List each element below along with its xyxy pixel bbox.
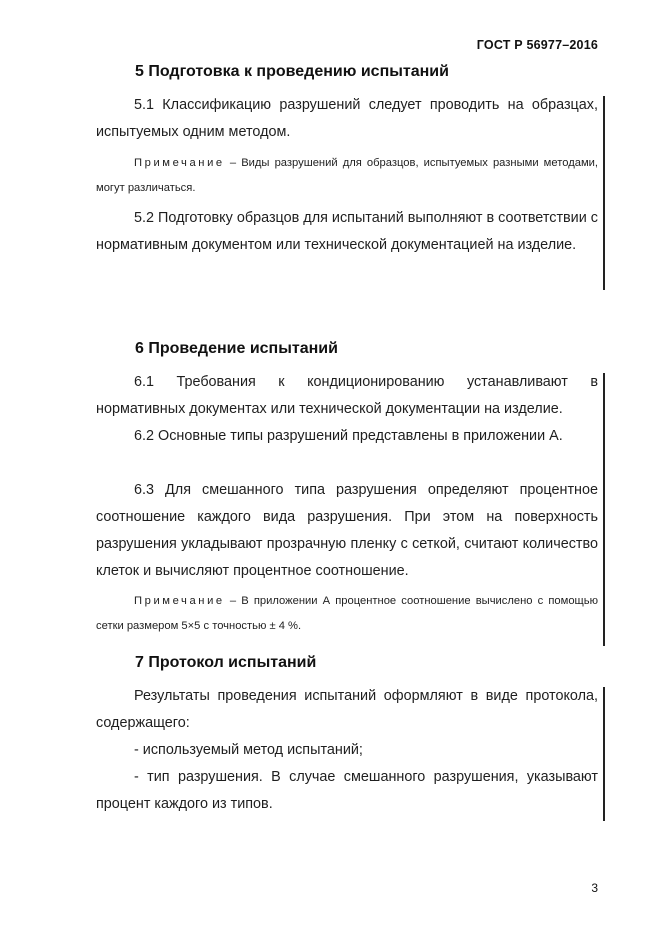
note-label: Примечание [134, 157, 225, 169]
page-number: 3 [591, 881, 598, 895]
list-item: - используемый метод испытаний; [134, 742, 363, 758]
note-label: Примечание [134, 595, 225, 607]
paragraph-7-intro: Результаты проведения испытаний оформляют в виде протокола, содержащего: [96, 688, 598, 731]
list-item: - тип разрушения. В случае смешанного разрушения, указывают процент каждого из типов. [96, 769, 598, 812]
revision-bar [603, 96, 605, 290]
paragraph-6-3: 6.3 Для смешанного типа разрушения определяют процентное соотношение каждого вида разрушения. При этом на поверхность разрушения укладывают прозрачную пленку с сеткой, считают количество клеток и вычисляют процентное соотношение. [96, 482, 598, 579]
note-text: – В приложении А процентное соотношение вычислено с помощью сетки размером 5×5 с точностью ± 4 %. [96, 595, 598, 632]
paragraph-6-2: 6.2 Основные типы разрушений представлены в приложении А. [134, 428, 563, 444]
paragraph-6-1: 6.1 Требования к кондиционированию устанавливают в нормативных документах или технической документации на изделие. [96, 374, 598, 417]
revision-bar [603, 687, 605, 821]
section-5-title: 5 Подготовка к проведению испытаний [135, 63, 449, 80]
section-6-title: 6 Проведение испытаний [135, 340, 338, 357]
note-6 [96, 589, 598, 639]
document-id: ГОСТ Р 56977–2016 [476, 38, 598, 52]
note-5 [96, 151, 598, 201]
note-text: – Виды разрушений для образцов, испытуемых разными методами, могут различаться. [96, 157, 598, 194]
paragraph-5-1: 5.1 Классификацию разрушений следует проводить на образцах, испытуемых одним методом. [96, 97, 598, 140]
paragraph-5-2: 5.2 Подготовку образцов для испытаний выполняют в соответствии с нормативным документом или технической документацией на изделие. [96, 210, 598, 253]
section-7-title: 7 Протокол испытаний [135, 654, 317, 671]
revision-bar [603, 373, 605, 646]
